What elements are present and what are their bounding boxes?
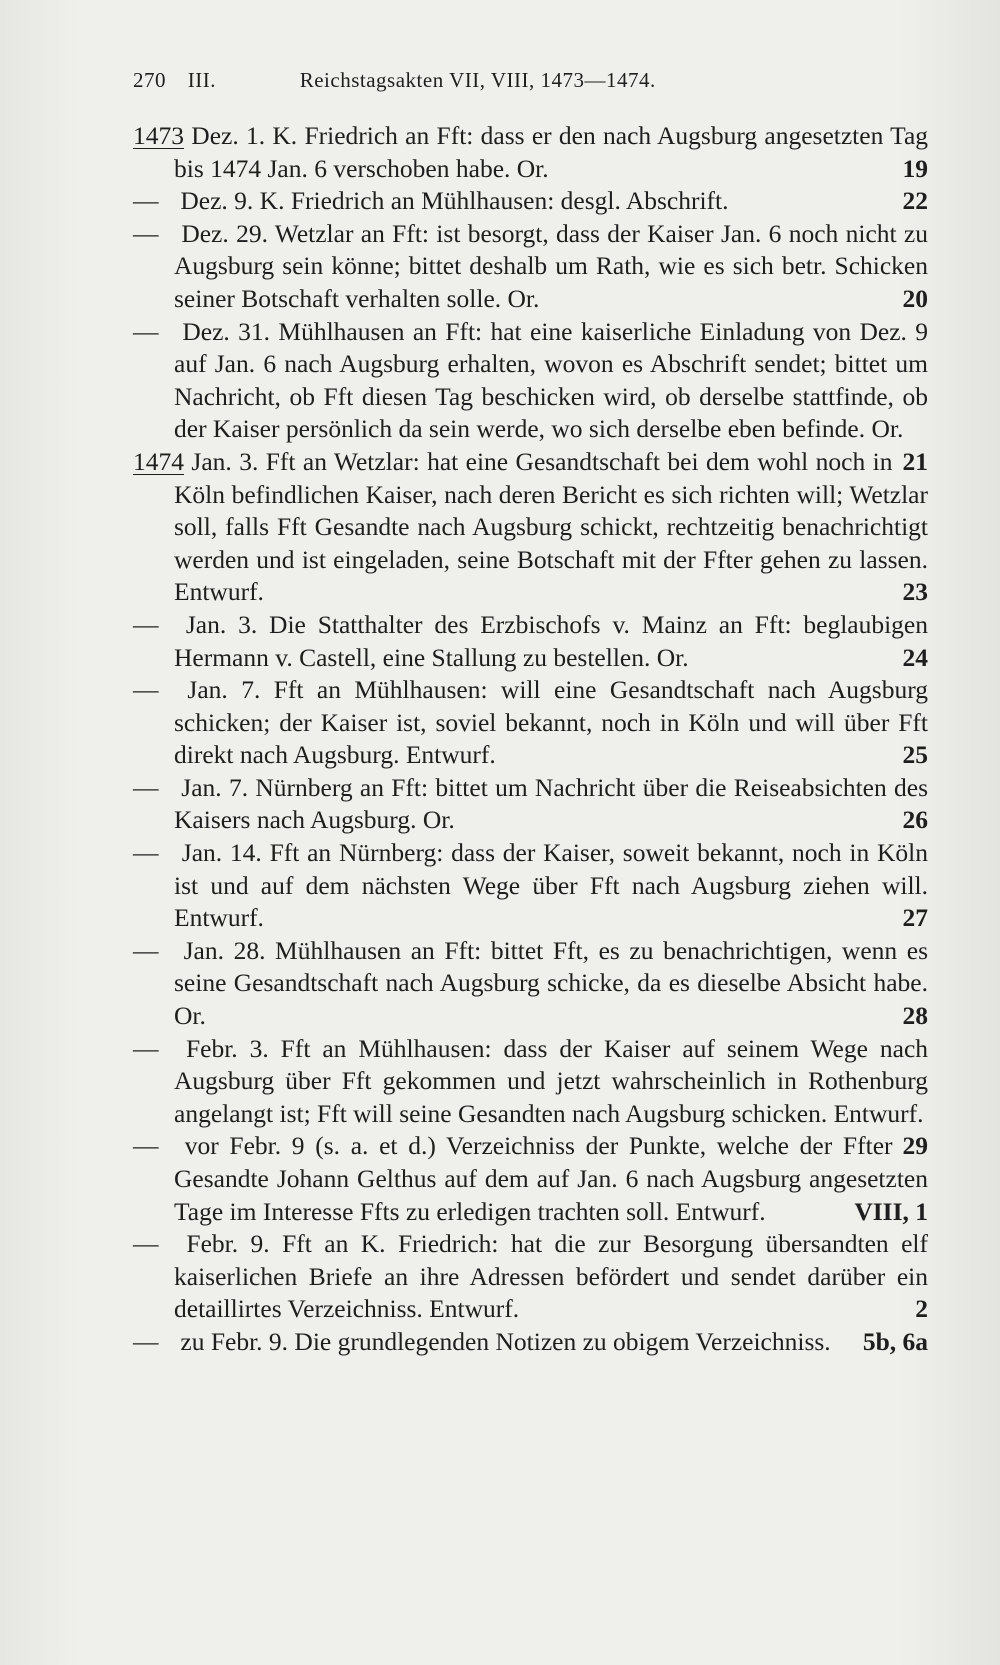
entry-text: Jan. 7. Nürnberg an Fft: bittet um Nachricht über die Reiseabsichten des Kaisers nach Augsburg. Or. — [174, 772, 929, 835]
register-entry — [133, 935, 928, 1033]
entry-reference-number: 25 — [902, 740, 928, 770]
register-entry — [133, 446, 928, 609]
entry-text: Jan. 14. Fft an Nürnberg: dass der Kaiser, soweit bekannt, noch in Köln ist und auf dem nächsten Wege über Fft nach Augsburg ziehen will. Entwurf. — [174, 838, 928, 933]
entry-text: vor Febr. 9 (s. a. et d.) Verzeichniss der Punkte, welche der Ffter Gesandte Johann Gelthus auf dem auf Jan. 6 nach Augsburg angesetzten Tage im Interesse Ffts zu erledigen trachten soll. Entwurf. — [174, 1131, 928, 1226]
entry-dash: — — [133, 1229, 159, 1259]
entry-reference-number: VIII, 1 — [854, 1196, 928, 1226]
register-entry — [133, 772, 928, 837]
register-entry — [133, 1228, 928, 1326]
entry-dash: — — [133, 1131, 159, 1161]
entry-dash: — — [133, 1326, 159, 1356]
entry-reference-number: 20 — [902, 283, 928, 313]
register-entry — [133, 1326, 928, 1359]
register-entry — [133, 1130, 928, 1228]
entry-text: Jan. 28. Mühlhausen an Fft: bittet Fft, es zu benachrichtigen, wenn es seine Gesandtschaft nach Augsburg schicke, da es dieselbe Absicht habe. Or. — [174, 935, 928, 1031]
register-entry — [133, 218, 928, 316]
entry-dash: — — [133, 838, 159, 868]
entry-text: Jan. 3. Fft an Wetzlar: hat eine Gesandtschaft bei dem wohl noch in Köln befindlichen Kaiser, nach deren Bericht es sich richten will; Wetzlar soll, falls Fft Gesandte nach Augsburg schickt, rechtzeitig benachrichtigt werden und ist eingeladen, seine Botschaft mit der Ffter gehen zu lassen. Entwurf. — [174, 446, 928, 607]
entry-reference-number: 24 — [902, 642, 928, 672]
entry-reference-number: 22 — [902, 186, 928, 216]
entry-dash: — — [133, 609, 159, 639]
entry-reference-number: 2 — [915, 1294, 928, 1324]
entry-text: Dez. 31. Mühlhausen an Fft: hat eine kaiserliche Einladung von Dez. 9 auf Jan. 6 nach Augsburg erhalten, wovon es Abschrift sendet; bittet um Nachricht, ob Fft diesen Tag beschicken wird, ob derselbe stattfinde, ob der Kaiser persönlich da sein werde, wo sich derselbe eben befinde. Or. — [174, 316, 929, 444]
entry-year: 1474 — [133, 446, 184, 476]
entry-dash: — — [133, 675, 159, 705]
register-entries — [133, 120, 928, 1359]
entry-reference-number: 19 — [902, 153, 928, 183]
running-title: Reichstagsakten VII, VIII, 1473—1474. — [299, 68, 656, 92]
entry-text: Jan. 3. Die Statthalter des Erzbischofs v. Mainz an Fft: beglaubigen Hermann v. Castell, eine Stallung zu bestellen. Or. — [174, 609, 928, 672]
entry-dash: — — [133, 1033, 159, 1063]
entry-text: Dez. 29. Wetzlar an Fft: ist besorgt, dass der Kaiser Jan. 6 noch nicht zu Augsburg sein könne; bittet deshalb um Rath, wie es sich betr. Schicken seiner Botschaft verhalten solle. Or. — [174, 218, 928, 313]
entry-reference-number: 28 — [902, 1001, 928, 1031]
entry-reference-number: 26 — [902, 805, 928, 835]
register-entry — [133, 674, 928, 772]
entry-text: Jan. 7. Fft an Mühlhausen: will eine Gesandtschaft nach Augsburg schicken; der Kaiser ist, soviel bekannt, noch in Köln und will über Fft direkt nach Augsburg. Entwurf. — [174, 675, 928, 770]
entry-dash: — — [133, 772, 159, 802]
page-header — [133, 68, 933, 93]
entry-text: Dez. 1. K. Friedrich an Fft: dass er den nach Augsburg angesetzten Tag bis 1474 Jan. 6 verschoben habe. Or. — [174, 121, 929, 183]
entry-dash: — — [133, 218, 159, 248]
entry-text: Febr. 9. Fft an K. Friedrich: hat die zur Besorgung übersandten elf kaiserlichen Briefe an ihre Adressen befördert und sendet darüber ein detaillirtes Verzeichniss. Entwurf. — [174, 1229, 928, 1324]
register-entry — [133, 1033, 929, 1161]
entry-dash: — — [133, 935, 159, 965]
entry-reference-number: 29 — [902, 1131, 928, 1161]
register-entry — [133, 120, 928, 185]
entry-text: Dez. 9. K. Friedrich an Mühlhausen: desgl. Abschrift. — [180, 186, 729, 216]
entry-reference-number: 21 — [902, 446, 928, 476]
entry-year: 1473 — [133, 121, 184, 150]
entry-reference-number: 23 — [902, 577, 928, 607]
entry-text: zu Febr. 9. Die grundlegenden Notizen zu obigem Verzeichniss. — [180, 1326, 831, 1356]
register-entry — [133, 837, 928, 935]
entry-dash: — — [133, 316, 159, 346]
section-number: III. — [187, 68, 216, 92]
entry-dash: — — [133, 186, 159, 216]
entry-reference-number: 5b, 6a — [862, 1326, 928, 1356]
entry-reference-number: 27 — [902, 903, 928, 933]
page-number: 270 — [133, 68, 166, 92]
register-entry — [133, 609, 928, 674]
register-entry — [133, 185, 928, 218]
entry-text: Febr. 3. Fft an Mühlhausen: dass der Kaiser auf seinem Wege nach Augsburg über Fft gekommen und jetzt wahrscheinlich in Rothenburg angelangt ist; Fft will seine Gesandten nach Augsburg schicken. Entwurf. — [174, 1033, 929, 1128]
